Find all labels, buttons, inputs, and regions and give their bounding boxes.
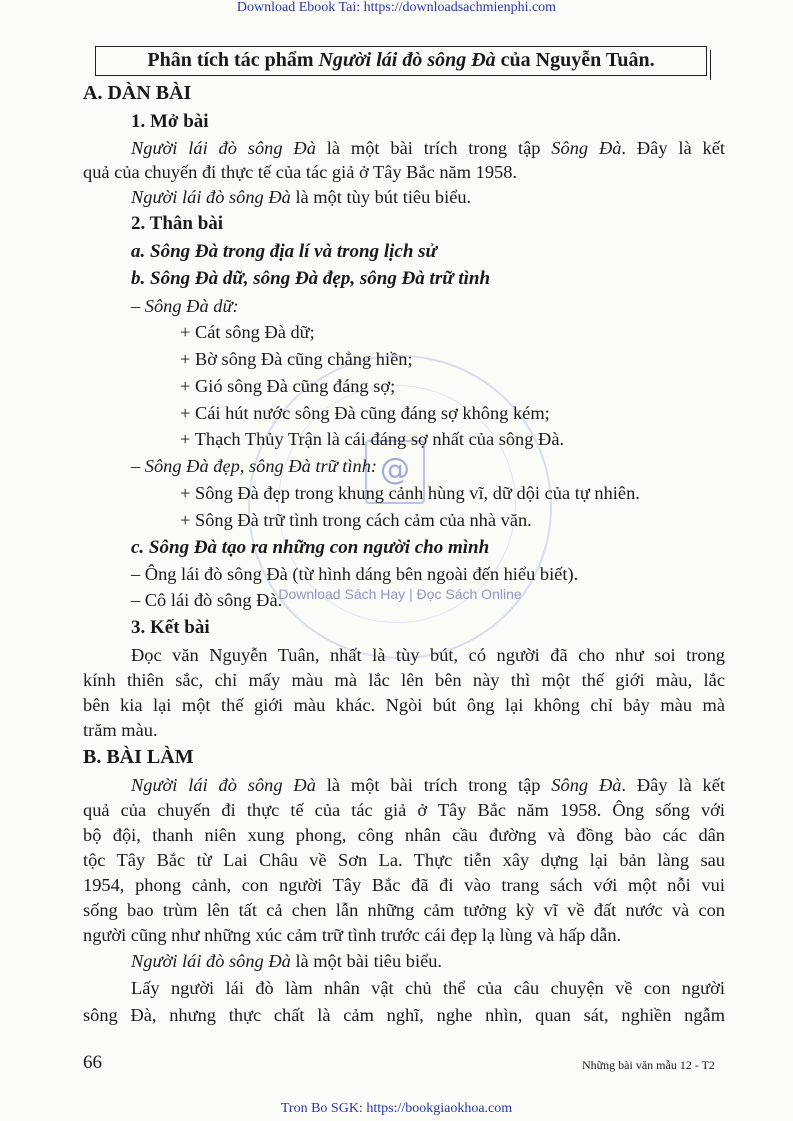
section-a-heading: A. DÀN BÀI (83, 82, 192, 104)
du-item: + Cái hút nước sông Đà cũng đáng sợ không kém; (180, 403, 550, 423)
bai-lam-work-title: Người lái đò sông Đà (131, 775, 316, 795)
bai-lam-line: tộc Tây Bắc từ Lai Châu về Sơn La. Thực tiễn xây dựng lại bản làng sau (83, 850, 725, 870)
book-name: Những bài văn mẫu 12 - T2 (582, 1058, 715, 1072)
dep-item: + Sông Đà trữ tình trong cách cảm của nhà văn. (180, 510, 532, 530)
footer-sgk-link[interactable]: Tron Bo SGK: https://bookgiaokhoa.com (280, 1101, 513, 1116)
ket-bai-line: Đọc văn Nguyễn Tuân, nhất là tùy bút, có người đã cho như soi trong (131, 645, 725, 665)
title-work: Người lái đò sông Đà (318, 49, 496, 71)
song-da-dep-label: – Sông Đà đẹp, sông Đà trữ tình: (131, 456, 378, 476)
mo-bai-line-3 (131, 187, 471, 208)
du-item: + Gió sông Đà cũng đáng sợ; (180, 376, 396, 396)
ket-bai-line: bên kia lại một thế giới màu khác. Ngòi bút ông lại không chỉ bảy màu mà (83, 695, 725, 715)
mo-bai-text-end: . Đây là kết (621, 138, 725, 158)
du-item: + Cát sông Đà dữ; (180, 322, 315, 342)
bai-lam-text: là một bài trích trong tập (315, 775, 552, 795)
bai-lam-line: bộ đội, thanh niên xung phong, công nhân cầu đường và đồng bào các dân (83, 825, 725, 845)
bai-lam-work-title-2: Người lái đò sông Đà (131, 951, 291, 971)
bai-lam-line: người cũng như những xúc cảm trữ tình trước cái đẹp lạ lùng và hấp dẫn. (83, 925, 622, 945)
ket-bai-line: trăm màu. (83, 720, 158, 740)
bai-lam-p2 (131, 951, 442, 972)
page-number: 66 (83, 1052, 102, 1073)
dep-item: + Sông Đà đẹp trong khung cảnh hùng vĩ, dữ dội của tự nhiên. (180, 483, 640, 503)
du-item: + Thạch Thủy Trận là cái đáng sợ nhất của sông Đà. (180, 429, 565, 449)
bai-lam-line: quả của chuyến đi thực tế của tác giả ở Tây Bắc năm 1958. Ông sống với (83, 800, 725, 820)
mo-bai-line-2: quả của chuyến đi thực tế của tác giả ở Tây Bắc năm 1958. (83, 162, 518, 182)
section-b-heading: B. BÀI LÀM (83, 746, 194, 768)
mo-bai-text-2: là một tùy bút tiêu biểu. (290, 187, 472, 207)
page-title (95, 46, 707, 76)
header-download-link[interactable]: Download Ebook Tai: https://downloadsachmienphi.com (236, 0, 557, 15)
bai-lam-collection: Sông Đà (551, 775, 622, 795)
mo-bai-collection: Sông Đà (551, 138, 622, 158)
bai-lam-line: 1954, phong cảnh, con người Tây Bắc đã đi vào trang sách với một nỗi vui (83, 875, 725, 895)
mo-bai-work-title: Người lái đò sông Đà (131, 138, 316, 158)
than-bai-a: a. Sông Đà trong địa lí và trong lịch sử (131, 241, 437, 262)
watermark-text: Download Sách Hay | Đọc Sách Online (278, 586, 522, 602)
c-item: – Ông lái đò sông Đà (từ hình dáng bên ngoài đến hiểu biết). (131, 564, 579, 584)
bai-lam-line: sống bao trùm lên tất cả chen lẫn những cảm tưởng kỳ vĩ về đất nước và con (83, 900, 725, 920)
title-suffix: của Nguyễn Tuân. (495, 49, 655, 71)
than-bai-c: c. Sông Đà tạo ra những con người cho mình (131, 537, 490, 558)
bai-lam-line-1 (131, 775, 725, 796)
ket-bai-heading: 3. Kết bài (131, 617, 210, 638)
mo-bai-work-title-2: Người lái đò sông Đà (131, 187, 291, 207)
mo-bai-heading: 1. Mở bài (131, 111, 209, 132)
watermark-document-icon: @ (365, 440, 425, 504)
mo-bai-line-1 (131, 138, 725, 159)
than-bai-b: b. Sông Đà dữ, sông Đà đẹp, sông Đà trữ tình (131, 268, 491, 289)
bai-lam-p3-line: sông Đà, nhưng thực chất là cảm nghĩ, nghe nhìn, quan sát, nghiền ngẫm (83, 1005, 725, 1025)
title-prefix: Phân tích tác phẩm (147, 49, 319, 71)
c-item: – Cô lái đò sông Đà. (131, 590, 283, 610)
song-da-du-label: – Sông Đà dữ: (131, 296, 239, 316)
bai-lam-p3-line: Lấy người lái đò làm nhân vật chủ thể của câu chuyện về con người (131, 978, 725, 998)
bai-lam-text-2: là một bài tiêu biểu. (290, 951, 443, 971)
bai-lam-text-end: . Đây là kết (621, 775, 725, 795)
du-item: + Bờ sông Đà cũng chẳng hiền; (180, 349, 413, 369)
mo-bai-text: là một bài trích trong tập (315, 138, 552, 158)
than-bai-heading: 2. Thân bài (131, 213, 224, 234)
ket-bai-line: kính thiên sắc, chỉ mấy màu mà lắc lên bên này thì một thế giới màu, lắc (83, 670, 725, 690)
